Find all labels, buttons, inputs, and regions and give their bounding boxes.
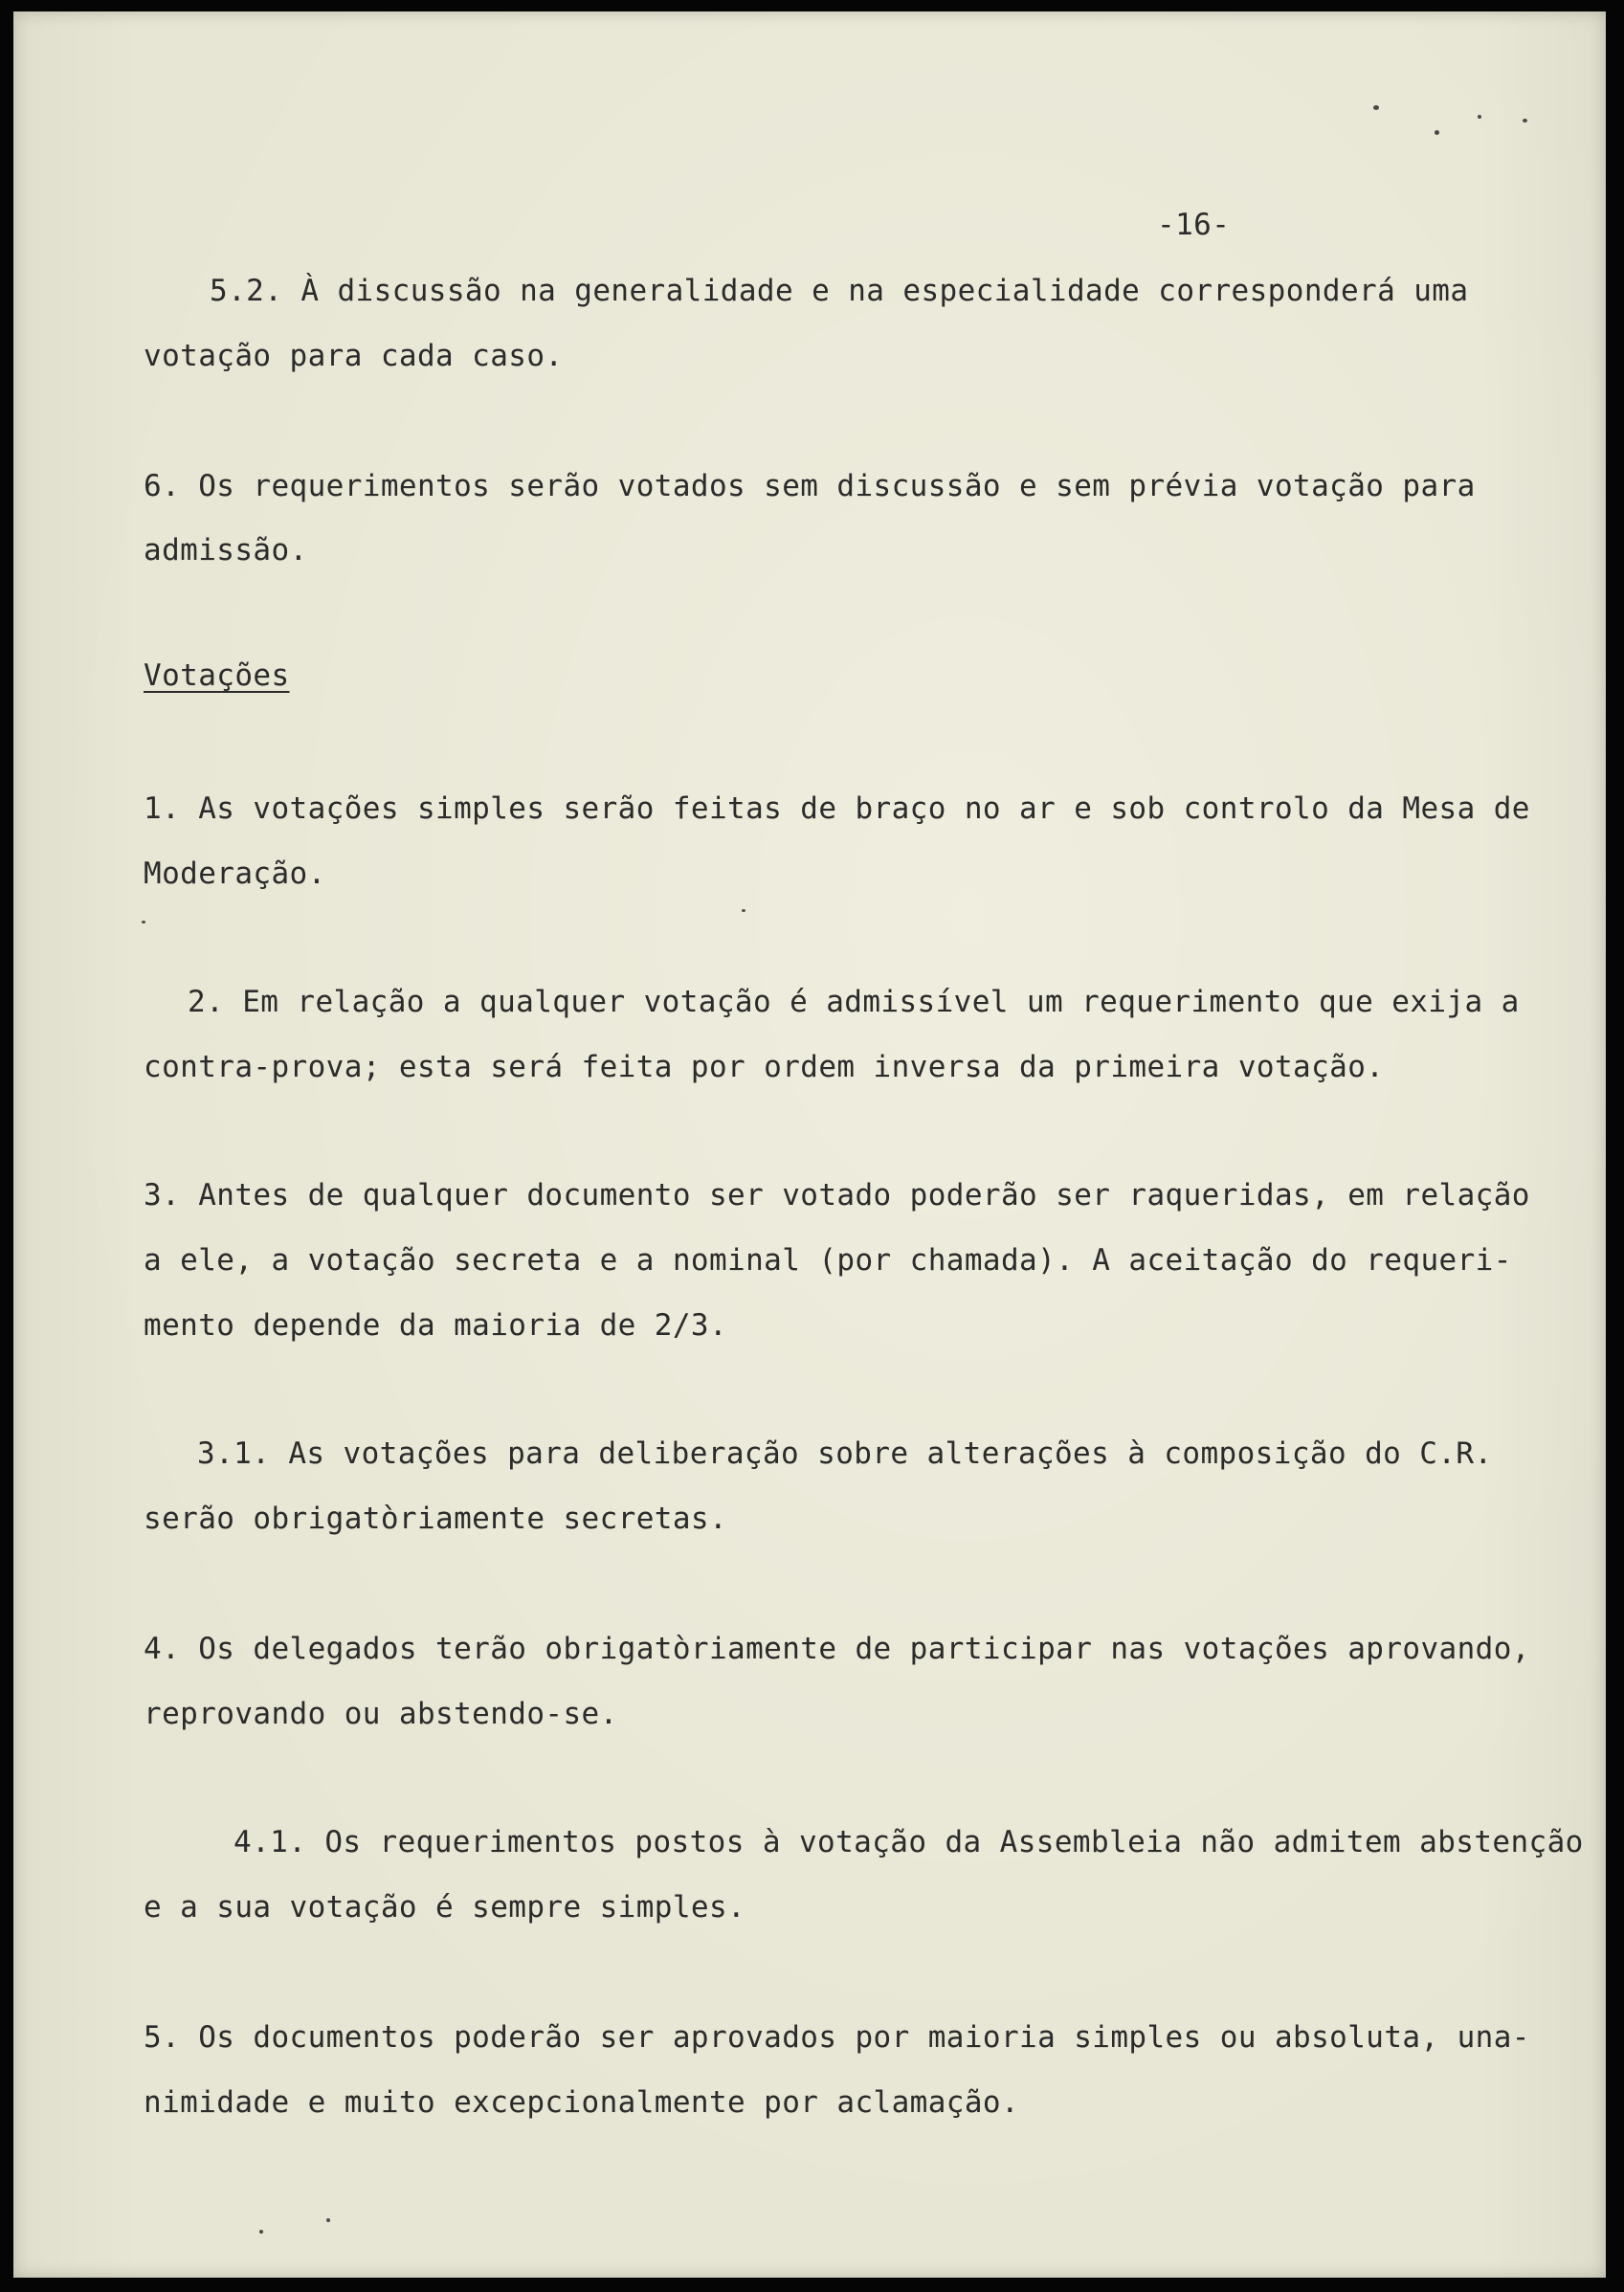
- paragraph-5-2-line-1: 5.2. À discussão na generalidade e na especialidade corresponderá uma: [210, 274, 1469, 308]
- ink-speck: [1478, 115, 1481, 119]
- item-1-line-2: Moderação.: [144, 857, 326, 891]
- paragraph-5-2-line-2: votação para cada caso.: [144, 339, 564, 373]
- item-3-line-3: mento depende da maioria de 2/3.: [144, 1308, 728, 1343]
- ink-speck: [326, 2218, 330, 2222]
- item-5-line-2: nimidade e muito excepcionalmente por aclamação.: [144, 2085, 1020, 2120]
- page-number: -16-: [1157, 208, 1231, 242]
- item-2-line-2: contra-prova; esta será feita por ordem inversa da primeira votação.: [144, 1050, 1385, 1084]
- item-3-1-line-2: serão obrigatòriamente secretas.: [144, 1502, 728, 1536]
- item-4-1-line-2: e a sua votação é sempre simples.: [144, 1890, 746, 1925]
- item-3-line-2: a ele, a votação secreta e a nominal (por chamada). A aceitação do requeri-: [144, 1243, 1512, 1278]
- ink-speck: [1435, 130, 1439, 135]
- ink-speck: [742, 909, 745, 912]
- ink-speck: [142, 921, 145, 923]
- item-5-line-1: 5. Os documentos poderão ser aprovados por maioria simples ou absoluta, una-: [144, 2020, 1530, 2055]
- item-1-line-1: 1. As votações simples serão feitas de braço no ar e sob controlo da Mesa de: [144, 791, 1530, 826]
- item-2-line-1: 2. Em relação a qualquer votação é admissível um requerimento que exija a: [188, 985, 1520, 1019]
- typewritten-document: [13, 11, 1606, 2278]
- item-4-1-line-1: 4.1. Os requerimentos postos à votação da Assembleia não admitem abstenção: [234, 1825, 1584, 1859]
- paragraph-6-line-1: 6. Os requerimentos serão votados sem discussão e sem prévia votação para: [144, 469, 1476, 503]
- item-4-line-2: reprovando ou abstendo-se.: [144, 1697, 618, 1731]
- section-heading: Votações: [144, 658, 290, 693]
- item-3-line-1: 3. Antes de qualquer documento ser votado poderão ser raqueridas, em relação: [144, 1178, 1530, 1213]
- ink-speck: [259, 2230, 263, 2234]
- ink-speck: [1523, 119, 1527, 122]
- item-4-line-1: 4. Os delegados terão obrigatòriamente de participar nas votações aprovando,: [144, 1632, 1530, 1666]
- paragraph-6-line-2: admissão.: [144, 533, 308, 567]
- ink-speck: [1373, 105, 1379, 110]
- item-3-1-line-1: 3.1. As votações para deliberação sobre alterações à composição do C.R.: [197, 1436, 1493, 1471]
- document-page: [13, 11, 1606, 2278]
